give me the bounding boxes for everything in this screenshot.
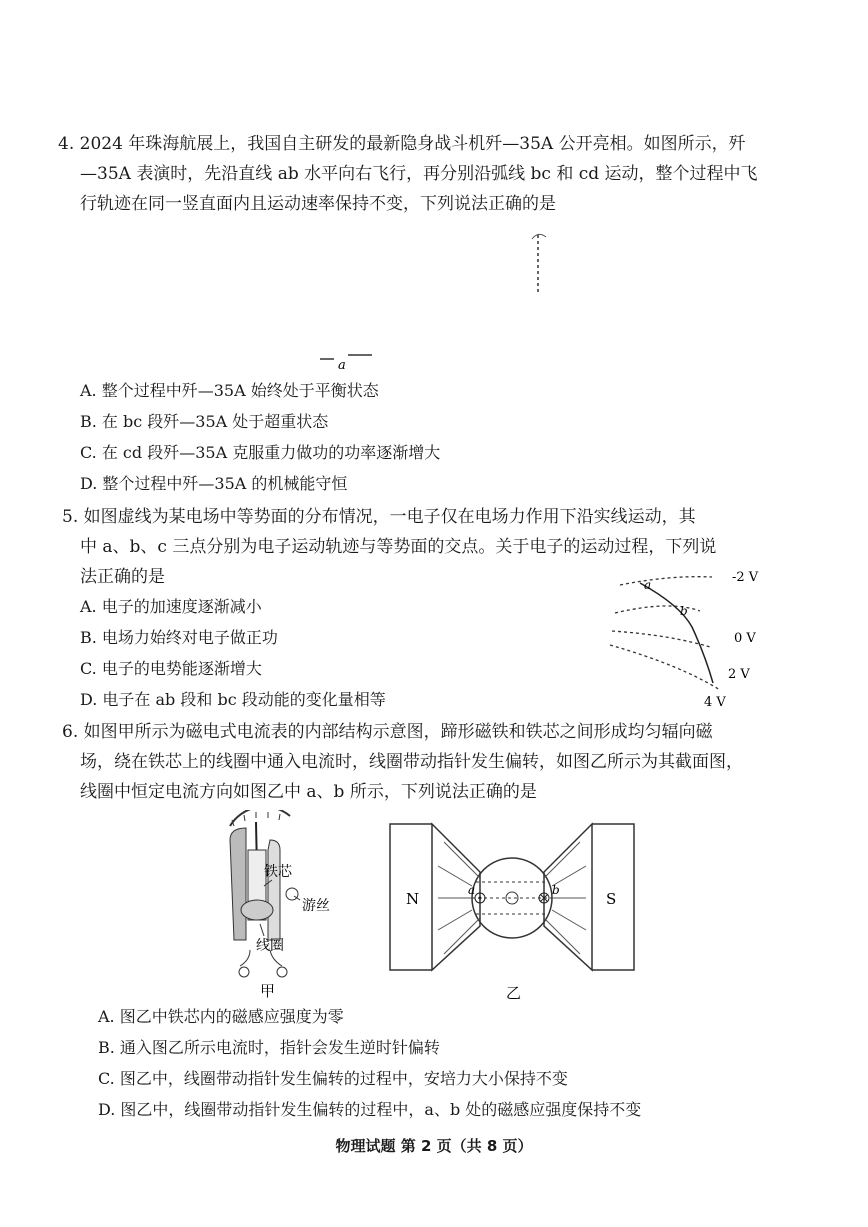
q6-jia-caption: 甲 <box>260 982 276 1000</box>
q5-potential-label-1: -2 V <box>732 570 759 585</box>
q6-yi-caption: 乙 <box>506 984 522 1002</box>
page-footer: 物理试题 第 2 页（共 8 页） <box>335 1137 533 1155</box>
q6-stem-line1: 6. 如图甲所示为磁电式电流表的内部结构示意图，蹄形磁铁和铁芯之间形成均匀辐向磁 <box>62 722 713 742</box>
q5-equipotential-figure <box>600 565 780 715</box>
q5-option-c: C. 电子的电势能逐渐增大 <box>80 659 262 678</box>
q6-option-a: A. 图乙中铁芯内的磁感应强度为零 <box>98 1007 344 1026</box>
q5-option-b: B. 电场力始终对电子做正功 <box>80 628 278 647</box>
q6-yi-point-b-label: b <box>552 883 560 897</box>
q5-point-b-label: b <box>680 604 688 618</box>
q4-option-c: C. 在 cd 段歼—35A 克服重力做功的功率逐渐增大 <box>80 443 441 462</box>
q4-stem-line3: 行轨迹在同一竖直面内且运动速率保持不变，下列说法正确的是 <box>80 194 556 214</box>
q4-option-a: A. 整个过程中歼—35A 始终处于平衡状态 <box>80 381 379 400</box>
q5-option-a: A. 电子的加速度逐渐减小 <box>80 597 262 616</box>
q5-potential-label-2: 0 V <box>734 631 756 646</box>
q6-yi-north-label: N <box>406 890 420 908</box>
q5-potential-label-4: 4 V <box>704 695 726 710</box>
q6-yi-point-a-label: a <box>468 883 476 897</box>
q4-option-b: B. 在 bc 段歼—35A 处于超重状态 <box>80 412 329 431</box>
q4-stem-line1: 4. 2024 年珠海航展上，我国自主研发的最新隐身战斗机歼—35A 公开亮相。如图所示，歼 <box>58 134 746 154</box>
q6-jia-spring-label: 游丝 <box>302 898 330 914</box>
q6-yi-south-label: S <box>606 890 617 908</box>
q5-option-d: D. 电子在 ab 段和 bc 段动能的变化量相等 <box>80 690 386 709</box>
q4-trajectory-figure <box>300 225 580 385</box>
q5-stem-line3: 法正确的是 <box>80 567 165 587</box>
q5-potential-label-3: 2 V <box>728 667 750 682</box>
q4-point-a-label: a <box>338 358 346 373</box>
q6-figure-jia <box>210 810 350 1000</box>
q6-stem-line2: 场，绕在铁芯上的线圈中通入电流时，线圈带动指针发生偏转，如图乙所示为其截面图， <box>80 752 743 772</box>
q4-option-d: D. 整个过程中歼—35A 的机械能守恒 <box>80 474 348 493</box>
q6-stem-line3: 线圈中恒定电流方向如图乙中 a、b 所示，下列说法正确的是 <box>80 782 537 802</box>
q6-jia-coil-label: 线圈 <box>256 938 284 954</box>
q6-option-c: C. 图乙中，线圈带动指针发生偏转的过程中，安培力大小保持不变 <box>98 1069 568 1088</box>
q4-stem-line2: —35A 表演时，先沿直线 ab 水平向右飞行，再分别沿弧线 bc 和 cd 运动，整个过程中飞 <box>80 164 758 184</box>
q5-stem-line1: 5. 如图虚线为某电场中等势面的分布情况，一电子仅在电场力作用下沿实线运动，其 <box>62 507 696 527</box>
q6-jia-core-label: 铁芯 <box>264 864 292 880</box>
q6-option-d: D. 图乙中，线圈带动指针发生偏转的过程中，a、b 处的磁感应强度保持不变 <box>98 1100 642 1119</box>
q5-stem-line2: 中 a、b、c 三点分别为电子运动轨迹与等势面的交点。关于电子的运动过程，下列说 <box>80 537 717 557</box>
q6-option-b: B. 通入图乙所示电流时，指针会发生逆时针偏转 <box>98 1038 440 1057</box>
q5-point-a-label: a <box>644 578 652 592</box>
q6-figure-yi <box>388 822 638 1002</box>
